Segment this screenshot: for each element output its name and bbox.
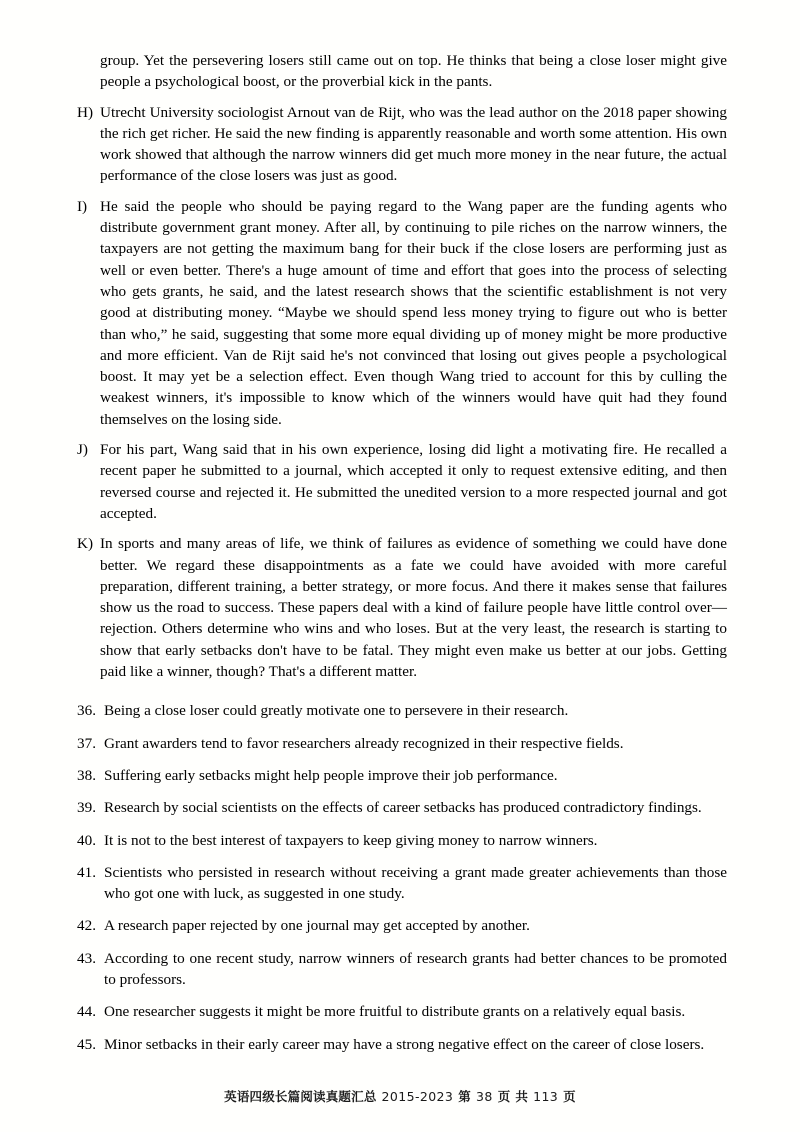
paragraph-text: group. Yet the persevering losers still came out on top. He thinks that being a close loser might give people a psychological boost, or the proverbial kick in the pants.	[100, 52, 727, 91]
question-text: A research paper rejected by one journal may get accepted by another.	[104, 917, 530, 935]
footer-page-unit: 页	[497, 1089, 511, 1104]
question-number: 36.	[77, 702, 96, 720]
question-item-44	[77, 1001, 727, 1022]
paragraph-text: He said the people who should be paying regard to the Wang paper are the funding agents who distribute government grant money. After all, by continuing to pile riches on the narrow winners, the taxpayers are not getting the maximum bang for their buck if the close losers are performing just as well or even better. There's a huge amount of time and effort that goes into the process of selecting who gets grants, he said, and the latest research shows that the scientific establishment is not very good at distributing money. “Maybe we should spend less money trying to figure out who is better than who,” he said, suggesting that some more equal dividing up of money might be more productive and more efficient. Van de Rijt said he's not convinced that losing out gives people a psychological boost. It may yet be a selection effect. Even though Wang tried to account for this by culling the weakest winners, it's impossible to know which of the winners would have quit had they found themselves on the losing side.	[100, 197, 727, 428]
footer-year-range: 2015-2023	[381, 1089, 454, 1104]
question-text: Grant awarders tend to favor researchers already recognized in their respective fields.	[104, 734, 624, 752]
paragraph-marker: J)	[77, 441, 88, 459]
question-number: 41.	[77, 863, 96, 881]
question-item-43	[77, 948, 727, 991]
reading-passage	[77, 50, 727, 682]
question-item-41	[77, 862, 727, 905]
question-list	[77, 700, 727, 1055]
question-text: According to one recent study, narrow winners of research grants had better chances to be promoted to professors.	[104, 949, 727, 988]
question-number: 37.	[77, 734, 96, 752]
question-text: One researcher suggests it might be more fruitful to distribute grants on a relatively equal basis.	[104, 1003, 686, 1021]
question-item-40	[77, 830, 727, 851]
question-number: 45.	[77, 1035, 96, 1053]
paragraph-text: For his part, Wang said that in his own experience, losing did light a motivating fire. He recalled a recent paper he submitted to a journal, which accepted it only to request extensive editing, and then reversed course and rejected it. He submitted the unedited version to a more respected journal and got accepted.	[100, 441, 727, 522]
question-number: 39.	[77, 799, 96, 817]
footer-total-unit: 页	[563, 1089, 576, 1104]
question-text: Suffering early setbacks might help people improve their job performance.	[104, 766, 558, 784]
question-text: It is not to the best interest of taxpayers to keep giving money to narrow winners.	[104, 831, 598, 849]
question-item-39	[77, 797, 727, 818]
question-item-37	[77, 733, 727, 754]
passage-paragraph-i	[77, 196, 727, 430]
question-item-36	[77, 700, 727, 721]
page-footer	[0, 1088, 800, 1105]
paragraph-marker: H)	[77, 103, 94, 121]
question-number: 38.	[77, 766, 96, 784]
question-number: 44.	[77, 1003, 96, 1021]
page-content	[77, 50, 727, 1066]
question-number: 40.	[77, 831, 96, 849]
paragraph-marker: K)	[77, 535, 94, 553]
question-item-38	[77, 765, 727, 786]
question-item-42	[77, 915, 727, 936]
footer-total-label: 共	[515, 1089, 529, 1104]
footer-page-number: 38	[475, 1089, 493, 1104]
paragraph-text: In sports and many areas of life, we think of failures as evidence of something we could have done better. We regard these disappointments as a fate we could have avoided with more careful preparation, different training, a better strategy, or more focus. And there it makes sense that failures show us the road to success. These papers deal with a kind of failure people have little control over—rejection. Others determine who wins and who loses. But at the very least, the research is starting to show that early setbacks don't have to be fatal. They might even make us better at our jobs. Getting paid like a winner, though? That's a different matter.	[100, 535, 727, 681]
passage-paragraph-j	[77, 439, 727, 524]
footer-title: 英语四级长篇阅读真题汇总	[224, 1089, 377, 1104]
question-text: Minor setbacks in their early career may have a strong negative effect on the career of close losers.	[104, 1035, 705, 1053]
passage-paragraph	[77, 50, 727, 93]
question-text: Being a close loser could greatly motivate one to persevere in their research.	[104, 702, 569, 720]
paragraph-marker: I)	[77, 197, 88, 215]
question-text: Research by social scientists on the effects of career setbacks has produced contradictory findings.	[104, 799, 702, 817]
passage-paragraph-h	[77, 102, 727, 187]
passage-paragraph-k	[77, 533, 727, 682]
footer-total-pages: 113	[533, 1089, 559, 1104]
question-text: Scientists who persisted in research without receiving a grant made greater achievements than those who got one with luck, as suggested in one study.	[104, 863, 727, 903]
question-item-45	[77, 1034, 727, 1055]
question-number: 43.	[77, 949, 96, 967]
question-number: 42.	[77, 917, 96, 935]
paragraph-text: Utrecht University sociologist Arnout van de Rijt, who was the lead author on the 2018 paper showing the rich get richer. He said the new finding is apparently reasonable and worth some attention. His own work showed that although the narrow winners did get much more money in the near future, the actual performance of the close losers was just as good.	[100, 103, 727, 185]
footer-page-prefix: 第	[458, 1089, 471, 1104]
